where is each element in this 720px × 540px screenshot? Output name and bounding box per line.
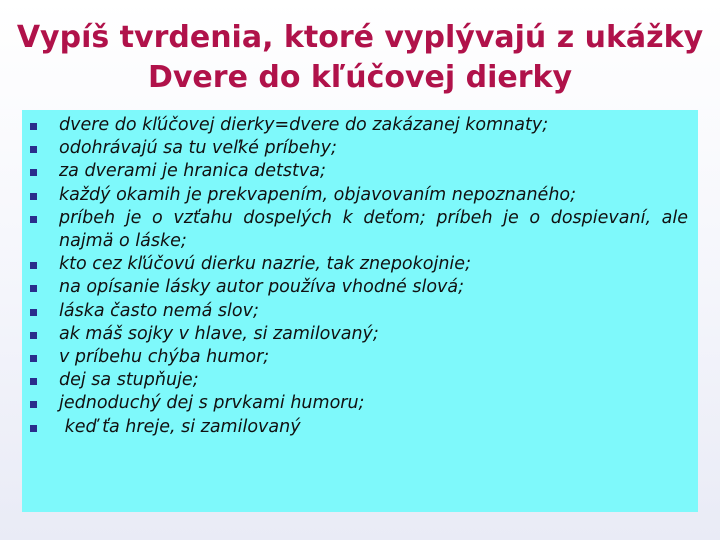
list-item-text: keď ťa hreje, si zamilovaný: [59, 416, 301, 437]
list-item: [22, 276, 698, 299]
list-item-text: za dverami je hranica detstva;: [59, 161, 326, 182]
list-item: [22, 369, 698, 392]
list-item: [22, 392, 698, 415]
statements-list: [22, 114, 698, 439]
list-item: [22, 323, 698, 346]
square-bullet-icon: [30, 193, 37, 200]
square-bullet-icon: [30, 401, 37, 408]
list-item-text: dej sa stupňuje;: [59, 370, 199, 391]
list-item: [22, 416, 698, 439]
statements-panel: [22, 110, 698, 512]
square-bullet-icon: [30, 216, 37, 223]
square-bullet-icon: [30, 425, 37, 432]
square-bullet-icon: [30, 285, 37, 292]
square-bullet-icon: [30, 262, 37, 269]
list-item: [22, 114, 698, 137]
square-bullet-icon: [30, 169, 37, 176]
list-item: [22, 346, 698, 369]
list-item: [22, 253, 698, 276]
square-bullet-icon: [30, 123, 37, 130]
slide-title-line-1: Vypíš tvrdenia, ktoré vyplývajú z ukážky: [16, 20, 704, 55]
square-bullet-icon: [30, 309, 37, 316]
list-item-text: jednoduchý dej s prvkami humoru;: [59, 393, 365, 414]
square-bullet-icon: [30, 355, 37, 362]
square-bullet-icon: [30, 378, 37, 385]
square-bullet-icon: [30, 332, 37, 339]
list-item: [22, 184, 698, 207]
list-item: [22, 300, 698, 323]
list-item: [22, 137, 698, 160]
list-item: [22, 160, 698, 183]
list-item-text: každý okamih je prekvapením, objavovaním nepoznaného;: [59, 184, 577, 205]
list-item: [22, 207, 698, 253]
slide-title-line-2: Dvere do kľúčovej dierky: [147, 60, 573, 95]
list-item-text: na opísanie lásky autor používa vhodné slová;: [59, 277, 465, 298]
list-item-text: odohrávajú sa tu veľké príbehy;: [59, 138, 337, 159]
list-item-text: ak máš sojky v hlave, si zamilovaný;: [59, 323, 379, 344]
list-item-text: v príbehu chýba humor;: [59, 347, 270, 368]
list-item-text: príbeh je o vzťahu dospelých k deťom; príbeh je o dospievaní, ale najmä o láske;: [59, 207, 688, 252]
list-item-text: láska často nemá slov;: [59, 300, 259, 321]
slide-title: [0, 18, 720, 98]
list-item-text: dvere do kľúčovej dierky=dvere do zakázanej komnaty;: [59, 115, 549, 135]
square-bullet-icon: [30, 146, 37, 153]
list-item-text: kto cez kľúčovú dierku nazrie, tak znepokojnie;: [59, 254, 471, 275]
